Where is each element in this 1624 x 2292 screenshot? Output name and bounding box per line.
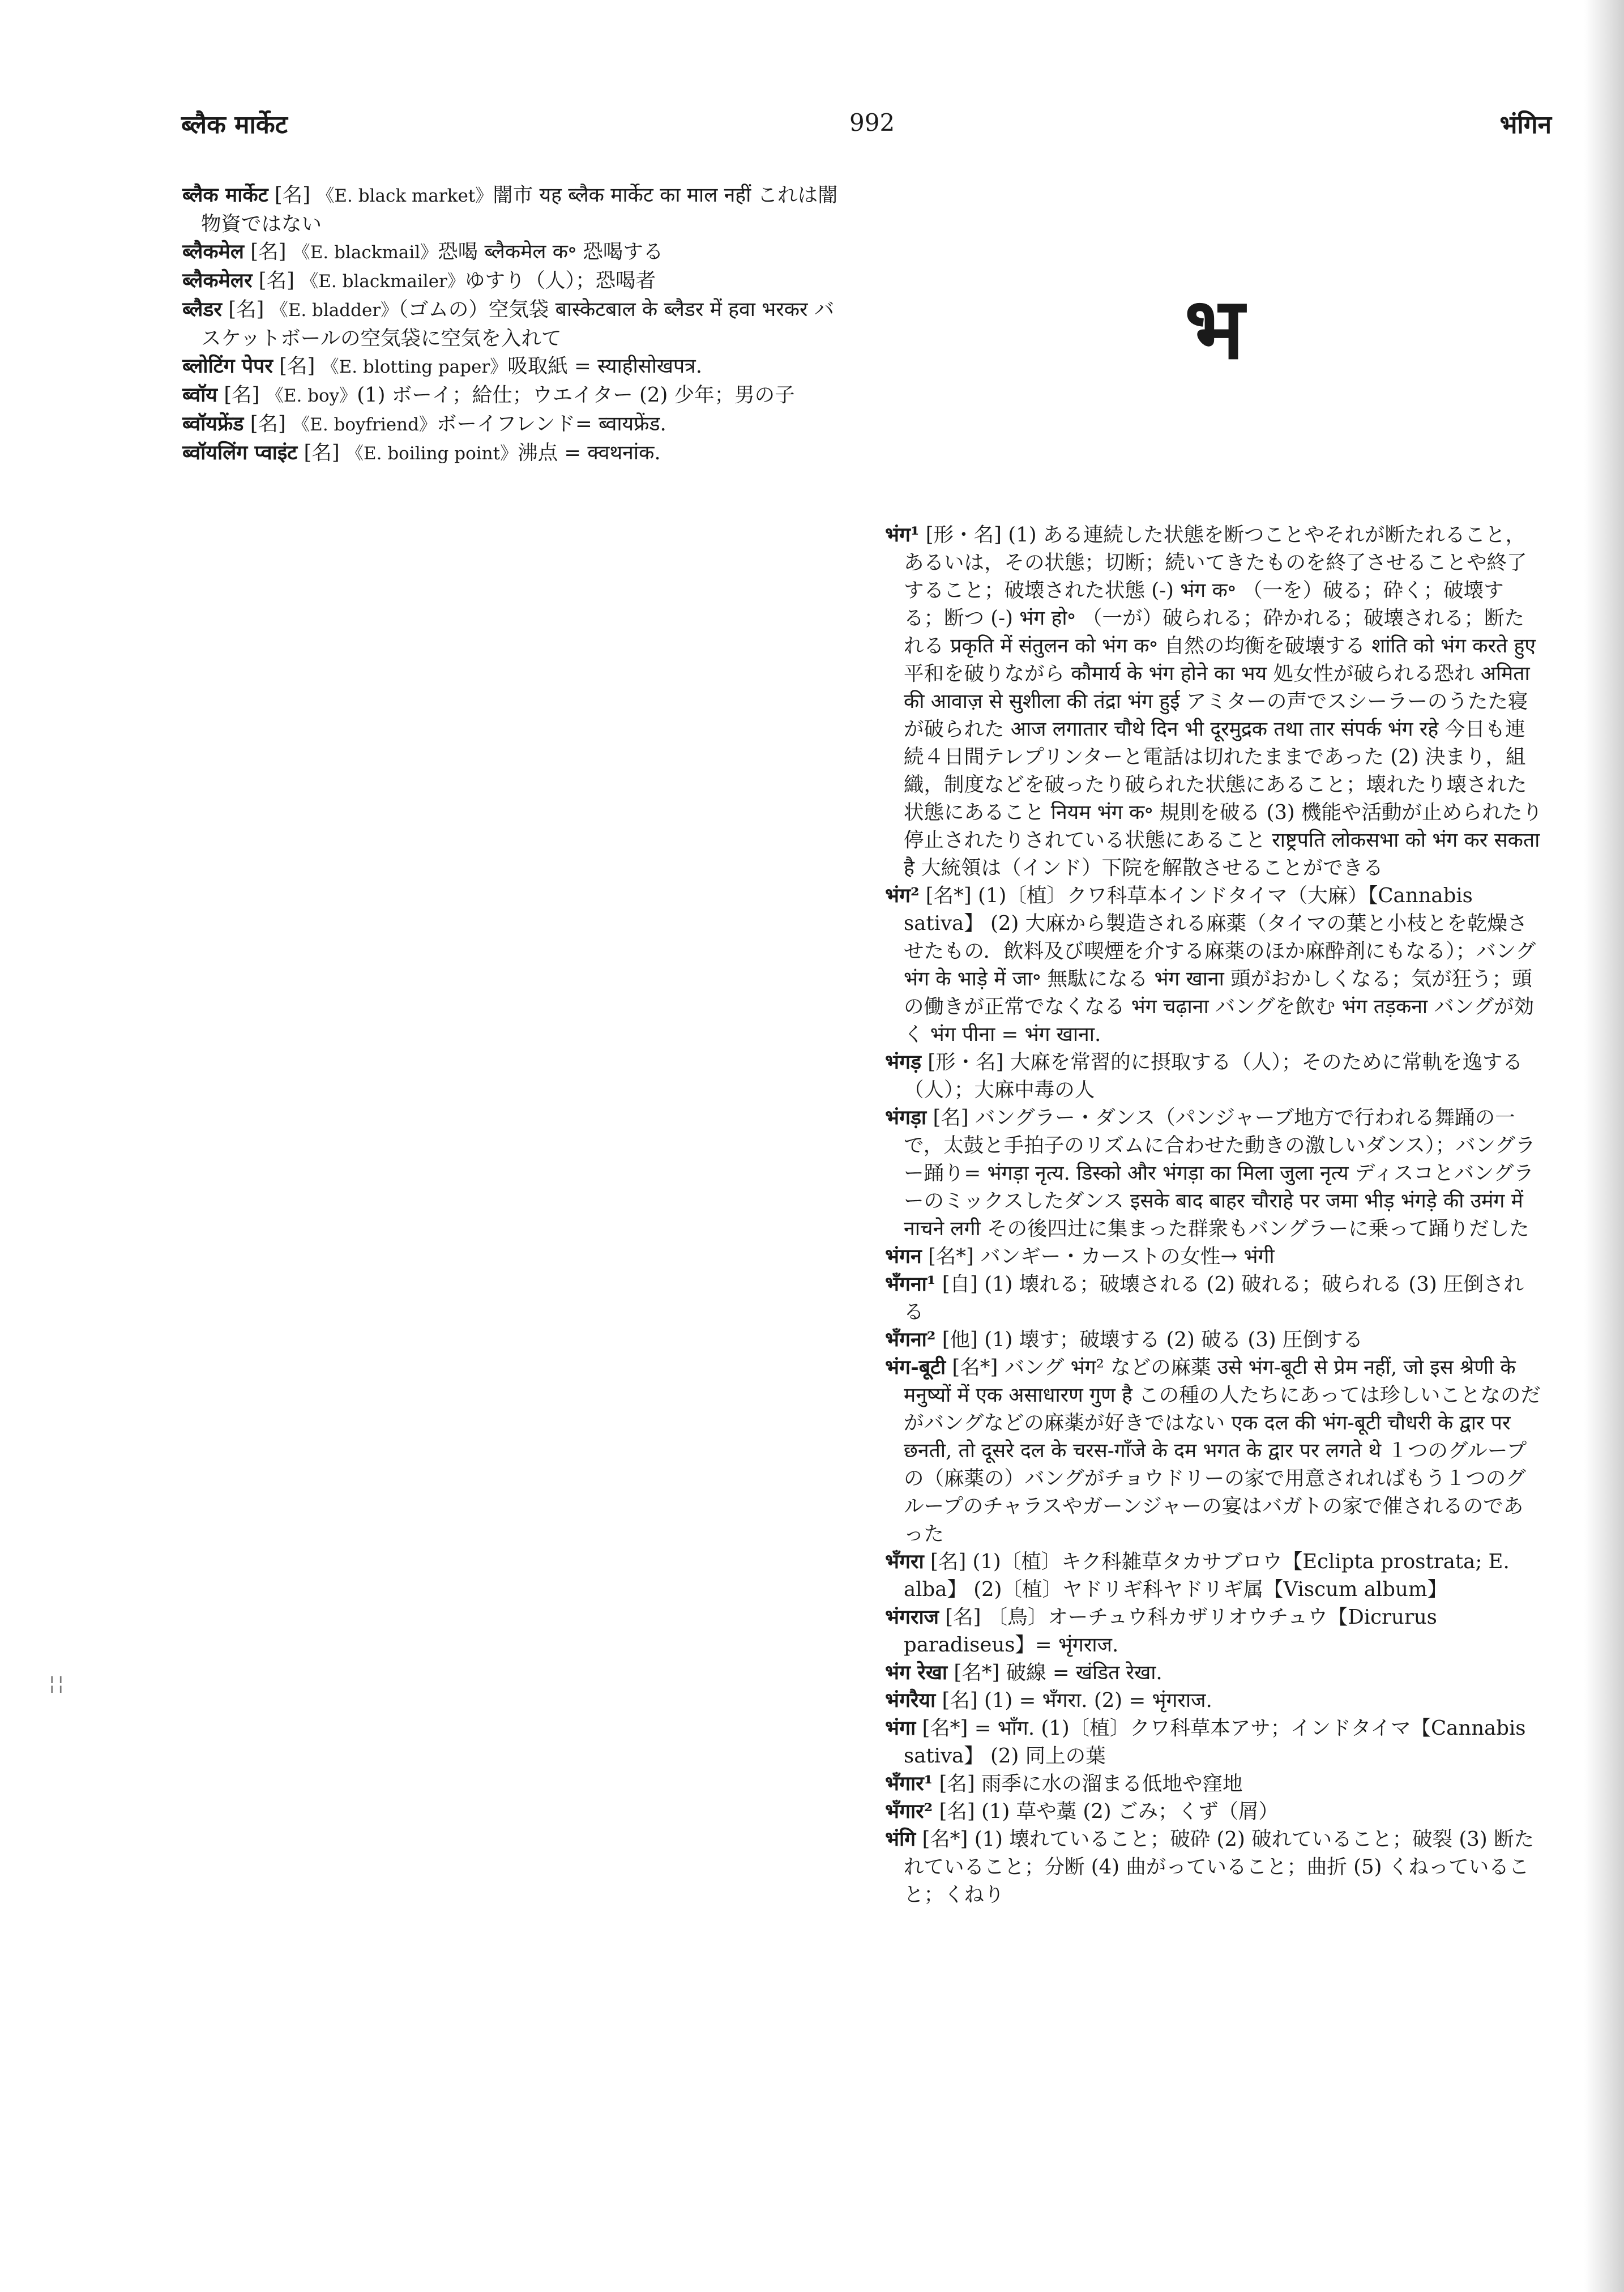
dictionary-entry xyxy=(182,238,842,267)
definition: 闇市 यह ब्लैक मार्केट का माल नहीं これは闇物資ではない xyxy=(201,183,838,236)
dictionary-entry xyxy=(885,882,1543,1048)
part-of-speech: [他] xyxy=(942,1328,978,1351)
part-of-speech: [名] xyxy=(258,269,294,292)
headword: भंगड़ा xyxy=(885,1106,927,1129)
headword: ब्वॉयफ्रेंड xyxy=(182,412,244,436)
definition: （ゴムの）空気袋 बास्केटबाल के ब्लैडर में हवा भरकर バスケットボールの空気袋に空気を入れて xyxy=(201,298,835,350)
part-of-speech: [名] xyxy=(945,1606,981,1629)
headword: ब्वॉय xyxy=(182,383,218,407)
definition: バンギー・カーストの女性→ भंगी xyxy=(980,1245,1275,1268)
dictionary-entry xyxy=(885,1270,1543,1326)
dictionary-entry xyxy=(885,521,1543,882)
part-of-speech: [名*] xyxy=(925,884,972,907)
page-edge-shadow xyxy=(1584,0,1624,2292)
definition: ボーイフレンド= ब्वायफ्रेंड. xyxy=(436,412,666,436)
headword: भंग रेखा xyxy=(885,1661,948,1684)
part-of-speech: [名] xyxy=(274,183,311,207)
part-of-speech: [名] xyxy=(939,1800,975,1823)
part-of-speech: [名] xyxy=(279,355,315,378)
right-guide-word: भंगिन xyxy=(1499,110,1552,139)
dictionary-entry xyxy=(182,267,842,296)
dictionary-entry xyxy=(182,181,842,238)
definition: 大麻を常習的に摂取する（人）；そのために常軌を逸する（人）；大麻中毒の人 xyxy=(904,1051,1523,1102)
headword: ब्वॉयलिंग प्वाइंट xyxy=(182,441,298,464)
etymology: 《E. bladder》 xyxy=(270,300,399,321)
part-of-speech: [名] xyxy=(228,298,264,321)
definition: 吸取紙 = स्याहीसोखपत्र. xyxy=(507,355,702,378)
part-of-speech: [名] xyxy=(304,441,340,464)
headword: भंगन xyxy=(885,1245,922,1268)
definition: バングラー・ダンス（パンジャーブ地方で行われる舞踊の一で，太鼓と手拍子のリズムに合わせた動きの激しいダンス）；バングラー踊り= भंगड़ा नृत्य. डिस्को और भंगड़ा का मिला जुला नृत्य ディスコとバングラーのミックスしたダンス इसके बाद बाहर चौराहे पर जमा भीड़ भंगड़े की उमंग में नाचने लगी その後四辻に集まった群衆もバングラーに乗って踊りだした xyxy=(904,1106,1536,1240)
etymology: 《E. black market》 xyxy=(317,186,493,206)
part-of-speech: [名] xyxy=(939,1772,975,1795)
left-guide-word: ब्लैक मार्केट xyxy=(181,110,288,139)
part-of-speech: [名*] xyxy=(952,1356,998,1379)
dictionary-entry xyxy=(885,1104,1543,1243)
headword: भँगरा xyxy=(885,1550,924,1573)
headword: भंगड़ xyxy=(885,1051,921,1074)
etymology: 《E. blackmail》 xyxy=(292,242,438,263)
headword: ब्लैक मार्केट xyxy=(182,183,268,207)
dictionary-entry xyxy=(182,296,842,352)
definition: (1) 壊れる；破壊される (2) 破れる；破られる (3) 圧倒される xyxy=(904,1273,1524,1324)
part-of-speech: [名*] xyxy=(922,1828,968,1851)
dictionary-entry xyxy=(885,1243,1543,1270)
part-of-speech: [名*] xyxy=(928,1245,974,1268)
part-of-speech: [自] xyxy=(942,1273,978,1296)
headword: भँगना² xyxy=(885,1328,936,1351)
definition: (1) ある連続した状態を断つことやそれが断たれること，あるいは，その状態；切断；続いてきたものを終了させることや終了すること；破壊された状態 (-) भंग क॰ （一を）破る；砕く；破壊する；断つ (-) भंग हो॰ （一が）破られる；砕かれる；破壊される；断たれる प्रकृति में संतुलन को भंग क॰ 自然の均衡を破壊する शांति को भंग करते हुए 平和を破りながら कौमार्य के भंग होने का भय 処女性が破られる恐れ अमिता की आवाज़ से सुशीला की तंद्रा भंग हुई アミターの声でスシーラーのうたた寝が破られた आज लगातार चौथे दिन भी दूरमुद्रक तथा तार संपर्क भंग रहे 今日も連続４日間テレプリンターと電話は切れたままであった (2) 決まり，組織，制度などを破ったり破られた状態にあること；壊れたり壊された状態にあること नियम भंग क॰ 規則を破る (3) 機能や活動が止められたり停止されたりされている状態にあること राष्ट्रपति लोकसभा को भंग कर सकता है 大統領は（インド）下院を解散させることができる xyxy=(904,523,1543,880)
headword: भँगार¹ xyxy=(885,1772,933,1795)
dictionary-entry xyxy=(885,1603,1543,1659)
definition: (1)〔植〕キク科雑草タカサブロウ【Eclipta prostrata; E. alba】 (2)〔植〕ヤドリギ科ヤドリギ属【Viscum album】 xyxy=(904,1550,1510,1601)
part-of-speech: [形・名] xyxy=(928,1051,1004,1074)
definition: バング भंग² などの麻薬 उसे भंग-बूटी से प्रेम नहीं, जो इस श्रेणी के मनुष्यों में एक असाधारण गुण है この種の人たちにあっては珍しいことなのだがバングなどの麻薬が好きではない एक दल की भंग-बूटी चौधरी के द्वार पर छनती, तो दूसरे दल के चरस-गाँजे के दम भगत के द्वार पर लगते थे １つのグループの（麻薬の）バングがチョウドリーの家で用意されればもう１つのグループのチャラスやガーンジャーの宴はバガトの家で催されるのであった xyxy=(904,1356,1541,1546)
part-of-speech: [名] xyxy=(250,240,287,263)
definition: (1) ボーイ；給仕；ウエイター (2) 少年；男の子 xyxy=(357,383,795,407)
headword: भंग² xyxy=(885,884,920,907)
definition: (1) 草や藁 (2) ごみ；くず（屑） xyxy=(981,1800,1279,1823)
definition: 恐喝 ब्लैकमेल क॰ 恐喝する xyxy=(438,240,664,263)
dictionary-entry xyxy=(885,1825,1543,1909)
dictionary-entry xyxy=(182,439,842,468)
dictionary-entry xyxy=(885,1548,1543,1603)
running-header xyxy=(181,106,1552,146)
dictionary-entry xyxy=(182,381,842,410)
dictionary-entry xyxy=(885,1326,1543,1354)
dictionary-entry xyxy=(885,1659,1543,1687)
etymology: 《E. blackmailer》 xyxy=(301,271,465,292)
etymology: 《E. boyfriend》 xyxy=(292,415,437,435)
part-of-speech: [名] xyxy=(942,1689,978,1712)
definition: (1) = भँगरा. (2) = भृंगराज. xyxy=(984,1689,1212,1712)
headword: भँगना¹ xyxy=(885,1273,936,1296)
definition: = भाँग. (1)〔植〕クワ科草本アサ；インドタイマ【Cannabis sativa】 (2) 同上の葉 xyxy=(904,1717,1526,1768)
margin-scan-mark: ¦¦ xyxy=(49,1672,66,1695)
definition: ゆすり（人）；恐喝者 xyxy=(464,269,656,292)
headword: भंगि xyxy=(885,1828,916,1851)
headword: भंगा xyxy=(885,1717,916,1740)
headword: भंग¹ xyxy=(885,523,920,547)
definition: 破線 = खंडित रेखा. xyxy=(1006,1661,1163,1684)
definition: (1) 壊れていること；破砕 (2) 破れていること；破裂 (3) 断たれていること；分断 (4) 曲がっていること；曲折 (5) くねっていること；くねり xyxy=(904,1828,1534,1906)
dictionary-entry xyxy=(182,352,842,381)
headword: ब्लोटिंग पेपर xyxy=(182,355,273,378)
definition: 沸点 = क्वथनांक. xyxy=(518,441,661,464)
etymology: 《E. boy》 xyxy=(266,386,357,406)
part-of-speech: [形・名] xyxy=(925,523,1002,547)
dictionary-entry xyxy=(182,410,842,439)
page-number: 992 xyxy=(849,109,895,136)
dictionary-entry xyxy=(885,1354,1543,1548)
definition: 雨季に水の溜まる低地や窪地 xyxy=(981,1772,1243,1795)
definition: 〔鳥〕オーチュウ科カザリオウチュウ【Dicrurus paradiseus】= भृंगराज. xyxy=(904,1606,1437,1657)
part-of-speech: [名] xyxy=(933,1106,969,1129)
headword: भँगार² xyxy=(885,1800,933,1823)
etymology: 《E. boiling point》 xyxy=(345,443,518,464)
dictionary-entry xyxy=(885,1714,1543,1770)
headword: ब्लैकमेलर xyxy=(182,269,253,292)
headword: ब्लैडर xyxy=(182,298,222,321)
part-of-speech: [名*] xyxy=(922,1717,968,1740)
dictionary-entry xyxy=(885,1687,1543,1714)
part-of-speech: [名] xyxy=(930,1550,967,1573)
part-of-speech: [名*] xyxy=(954,1661,1000,1684)
definition: (1)〔植〕クワ科草本インドタイマ（大麻）【Cannabis sativa】 (2) 大麻から製造される麻薬（タイマの葉と小枝とを乾燥させたもの．飲料及び喫煙を介する麻薬のほか麻酔剤にもなる）；バング भंग के भाड़े में जा॰ 無駄になる भंग खाना 頭がおかしくなる；気が狂う；頭の働きが正常でなくなる भंग चढ़ाना バングを飲む भंग तड़कना バングが効く भंग पीना = भंग खाना. xyxy=(904,884,1536,1046)
headword: भंगराज xyxy=(885,1606,939,1629)
etymology: 《E. blotting paper》 xyxy=(321,357,508,377)
headword: भंग-बूटी xyxy=(885,1356,946,1379)
dictionary-entry xyxy=(885,1048,1543,1104)
left-column xyxy=(182,181,842,468)
dictionary-entry xyxy=(885,1770,1543,1798)
section-letter-heading: भ xyxy=(1185,279,1245,378)
dictionary-entry xyxy=(885,1798,1543,1825)
part-of-speech: [名] xyxy=(250,412,286,436)
headword: भंगरैया xyxy=(885,1689,936,1712)
part-of-speech: [名] xyxy=(224,383,260,407)
headword: ब्लैकमेल xyxy=(182,240,244,263)
right-column xyxy=(885,521,1543,1909)
definition: (1) 壊す；破壊する (2) 破る (3) 圧倒する xyxy=(984,1328,1363,1351)
